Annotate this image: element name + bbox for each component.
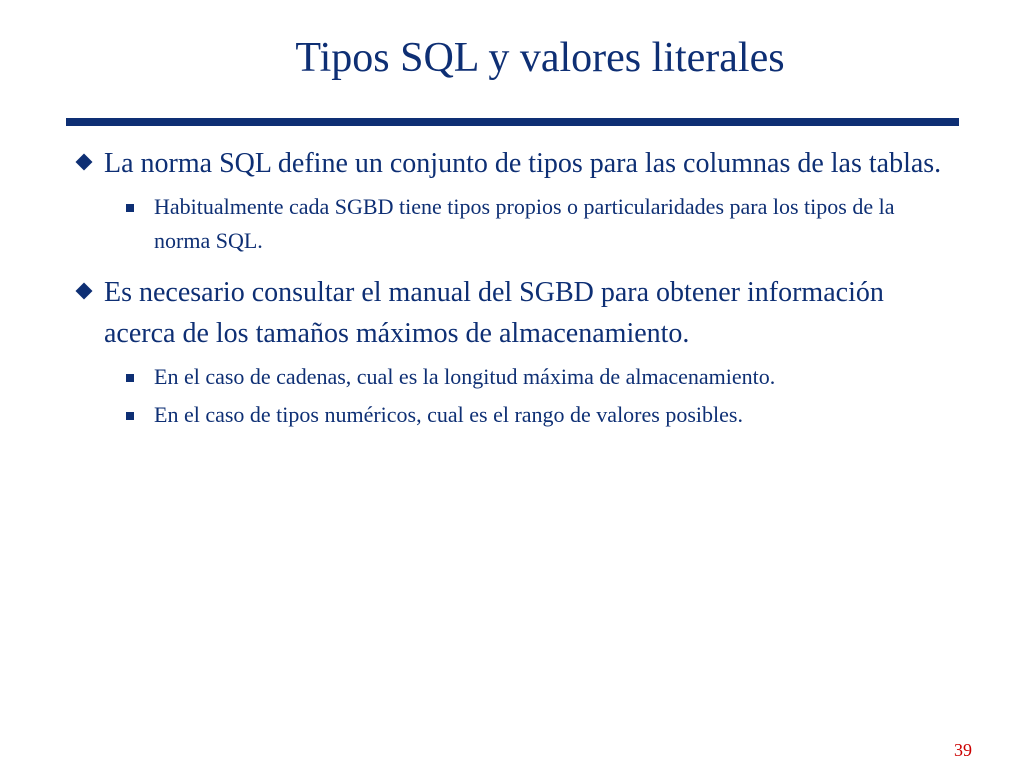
sub-bullet-item <box>76 190 956 258</box>
sub-bullet-text: En el caso de tipos numéricos, cual es el rango de valores posibles. <box>154 402 743 427</box>
sub-bullet-text: En el caso de cadenas, cual es la longitud máxima de almacenamiento. <box>154 364 776 389</box>
spacer <box>76 262 956 272</box>
bullet-item <box>76 272 956 354</box>
sub-bullet-item <box>76 360 956 394</box>
bullet-text: La norma SQL define un conjunto de tipos para las columnas de las tablas. <box>104 148 942 179</box>
sub-bullet-item <box>76 398 956 432</box>
bullet-item <box>76 143 956 184</box>
title-divider <box>66 118 959 126</box>
sub-bullet-text: Habitualmente cada SGBD tiene tipos propios o particularidades para los tipos de la norma SQL. <box>154 194 895 253</box>
page-number: 39 <box>954 740 972 760</box>
sub-bullet-list <box>76 190 956 258</box>
square-bullet-icon <box>126 374 134 382</box>
bullet-text: Es necesario consultar el manual del SGBD para obtener información acerca de los tamaños máximos de almacenamiento. <box>104 277 884 349</box>
square-bullet-icon <box>126 412 134 420</box>
diamond-bullet-icon <box>76 154 93 171</box>
slide-title: Tipos SQL y valores literales <box>295 35 785 81</box>
diamond-bullet-icon <box>76 283 93 300</box>
square-bullet-icon <box>126 204 134 212</box>
slide-content <box>76 143 956 436</box>
sub-bullet-list <box>76 360 956 432</box>
